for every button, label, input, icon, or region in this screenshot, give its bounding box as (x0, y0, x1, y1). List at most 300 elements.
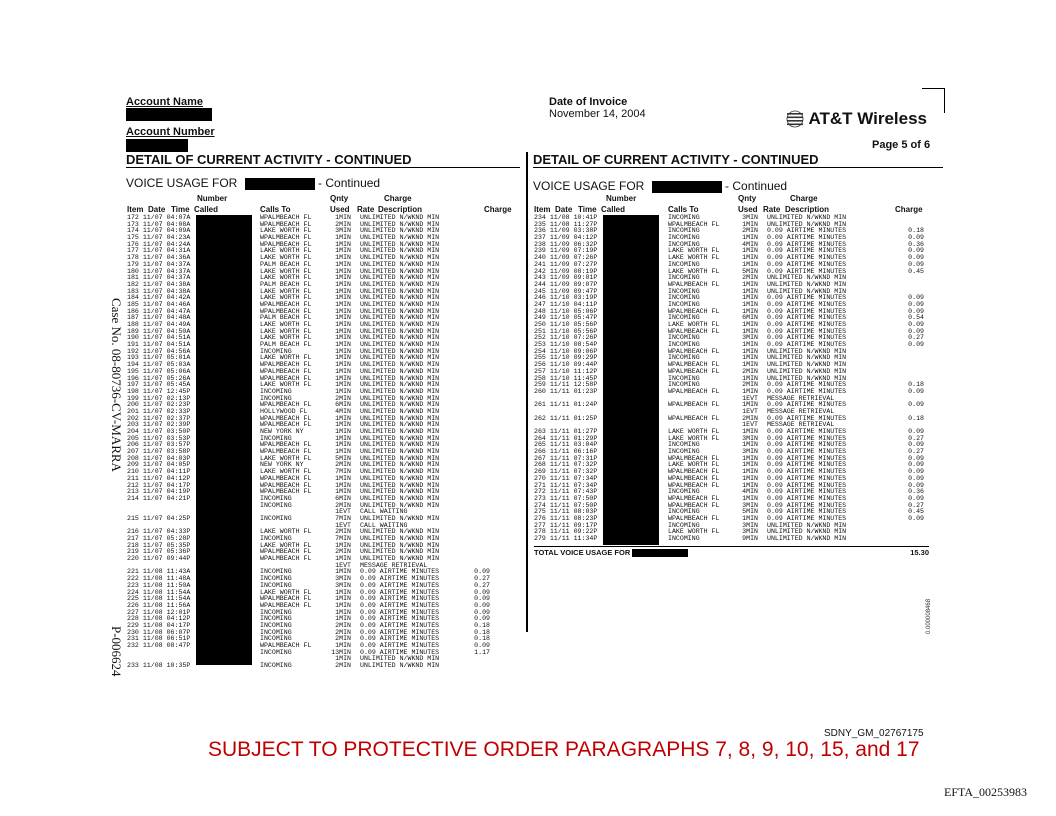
row-description: MESSAGE RETRIEVAL (360, 561, 428, 569)
row-description: UNLIMITED N/WKND MIN (360, 555, 440, 563)
row-calls-to: PALM BEACH FL (260, 314, 312, 322)
row-calls-to: INCOMING (668, 227, 700, 235)
row-qnty: 1MIN (335, 314, 351, 322)
row-item: 239 11/09 07:19P (534, 247, 598, 255)
page-number: Page 5 of 6 (872, 139, 931, 151)
row-charge: 0.09 (908, 494, 924, 502)
row-qnty: 3MIN (335, 575, 351, 583)
row-qnty: 4MIN (742, 240, 758, 248)
row-qnty: 5MIN (742, 267, 758, 275)
row-qnty: 1MIN (335, 341, 351, 349)
usage-table-left (127, 215, 517, 670)
row-description: UNLIMITED N/WKND MIN (767, 287, 847, 295)
row-calls-to: WPALMBEACH FL (260, 414, 312, 422)
row-description: UNLIMITED N/WKND MIN (360, 267, 440, 275)
row-charge: 0.09 (908, 387, 924, 395)
col-charge: Charge (484, 205, 512, 214)
voice-usage-suffix: - Continued (318, 176, 381, 190)
col-rate: Rate (763, 205, 781, 214)
row-item: 209 11/07 04:05P (127, 461, 191, 469)
row-qnty: 1MIN (742, 468, 758, 476)
row-description: UNLIMITED N/WKND MIN (360, 287, 440, 295)
row-description: 0.09 AIRTIME MINUTES (767, 508, 847, 516)
row-item: 181 11/07 04:37A (127, 274, 191, 282)
row-qnty: 1MIN (335, 568, 351, 576)
row-item: 274 11/11 07:50P (534, 501, 598, 509)
row-calls-to: LAKE WORTH FL (260, 528, 312, 536)
row-item: 277 11/11 09:17P (534, 521, 598, 529)
row-calls-to: WPALMBEACH FL (668, 494, 720, 502)
row-item: 184 11/07 04:42A (127, 294, 191, 302)
row-qnty: 1MIN (742, 387, 758, 395)
row-qnty: 2MIN (742, 381, 758, 389)
total-label: TOTAL VOICE USAGE FOR (534, 548, 631, 557)
row-description: UNLIMITED N/WKND MIN (767, 274, 847, 282)
row-charge: 0.09 (908, 254, 924, 262)
row-description: UNLIMITED N/WKND MIN (360, 454, 440, 462)
row-item: 236 11/09 03:38P (534, 227, 598, 235)
row-qnty: 3MIN (742, 521, 758, 529)
row-calls-to: LAKE WORTH FL (260, 227, 312, 235)
row-description: UNLIMITED N/WKND MIN (360, 254, 440, 262)
row-item: 249 11/10 05:47P (534, 314, 598, 322)
row-description: 0.09 AIRTIME MINUTES (767, 454, 847, 462)
row-qnty: 1MIN (742, 294, 758, 302)
row-qnty: 1MIN (335, 481, 351, 489)
row-qnty: 2MIN (742, 227, 758, 235)
row-description: 0.09 AIRTIME MINUTES (767, 387, 847, 395)
row-description: 0.09 AIRTIME MINUTES (767, 267, 847, 275)
row-qnty: 1MIN (335, 267, 351, 275)
row-calls-to: WPALMBEACH FL (260, 307, 312, 315)
row-qnty: 1MIN (335, 347, 351, 355)
row-calls-to: WPALMBEACH FL (260, 441, 312, 449)
row-qnty: 1MIN (742, 247, 758, 255)
row-description: UNLIMITED N/WKND MIN (360, 461, 440, 469)
row-charge: 0.27 (908, 501, 924, 509)
row-description: UNLIMITED N/WKND MIN (360, 535, 440, 542)
row-qnty: 1EVT (335, 521, 351, 529)
col-used: Used (330, 205, 350, 214)
row-calls-to: WPALMBEACH FL (668, 347, 720, 355)
row-description: UNLIMITED N/WKND MIN (767, 535, 847, 542)
row-item: 204 11/07 03:50P (127, 428, 191, 435)
row-item: 205 11/07 03:53P (127, 434, 191, 442)
row-item: 241 11/09 07:27P (534, 260, 598, 268)
protective-order-notice: SUBJECT TO PROTECTIVE ORDER PARAGRAPHS 7, 8, 9, 10, 15, and 17 (208, 738, 920, 761)
row-item: 265 11/11 03:04P (534, 441, 598, 449)
row-item: 177 11/07 04:31A (127, 247, 191, 255)
row-description: UNLIMITED N/WKND MIN (360, 374, 440, 382)
row-description: UNLIMITED N/WKND MIN (360, 428, 440, 435)
row-description: 0.09 AIRTIME MINUTES (767, 381, 847, 389)
row-calls-to: WPALMBEACH FL (668, 481, 720, 489)
row-description: 0.09 AIRTIME MINUTES (767, 321, 847, 328)
row-description: UNLIMITED N/WKND MIN (360, 314, 440, 322)
row-description: 0.09 AIRTIME MINUTES (767, 461, 847, 469)
row-charge: 0.36 (908, 240, 924, 248)
row-item: 222 11/08 11:48A (127, 575, 191, 583)
row-item: 197 11/07 05:45A (127, 381, 191, 389)
row-description: 0.09 AIRTIME MINUTES (767, 474, 847, 482)
row-item: 218 11/07 05:35P (127, 541, 191, 549)
row-calls-to: INCOMING (260, 501, 292, 509)
table-row (534, 416, 934, 423)
row-item: 260 11/11 01:23P (534, 387, 598, 395)
row-calls-to: WPALMBEACH FL (260, 367, 312, 375)
row-calls-to: LAKE WORTH FL (668, 254, 720, 262)
row-item: 185 11/07 04:46A (127, 300, 191, 308)
total-row (534, 546, 929, 557)
row-description: 0.09 AIRTIME MINUTES (360, 568, 440, 576)
row-description: UNLIMITED N/WKND MIN (360, 260, 440, 268)
row-calls-to: INCOMING (260, 387, 292, 395)
row-calls-to: INCOMING (668, 234, 700, 242)
row-description: 0.09 AIRTIME MINUTES (360, 642, 440, 649)
row-description: MESSAGE RETRIEVAL (767, 394, 835, 402)
row-charge: 0.09 (908, 234, 924, 242)
row-item: 192 11/07 04:56A (127, 347, 191, 355)
row-item: 261 11/11 01:24P (534, 401, 598, 409)
row-calls-to: LAKE WORTH FL (260, 588, 312, 596)
row-qnty: 1MIN (742, 260, 758, 268)
row-description: 0.09 AIRTIME MINUTES (360, 588, 440, 596)
col-description: Description (378, 205, 423, 214)
row-calls-to: LAKE WORTH FL (260, 267, 312, 275)
row-item: 200 11/07 02:23P (127, 401, 191, 409)
row-charge: 0.09 (908, 468, 924, 476)
row-qnty: 5MIN (742, 508, 758, 516)
row-qnty: 2MIN (742, 367, 758, 375)
row-qnty: 6MIN (335, 401, 351, 409)
row-description: UNLIMITED N/WKND MIN (767, 220, 847, 228)
row-qnty: 1MIN (742, 361, 758, 369)
row-qnty: 1MIN (742, 347, 758, 355)
row-qnty: 1MIN (335, 588, 351, 596)
row-charge: 0.09 (908, 428, 924, 435)
row-item: 187 11/07 04:48A (127, 314, 191, 322)
row-item: 193 11/07 05:01A (127, 354, 191, 362)
row-item: 224 11/08 11:54A (127, 588, 191, 596)
row-description: UNLIMITED N/WKND MIN (767, 354, 847, 362)
row-description: UNLIMITED N/WKND MIN (360, 468, 440, 476)
col-calls-to: Calls To (668, 205, 699, 214)
row-item: 240 11/09 07:26P (534, 254, 598, 262)
row-description: UNLIMITED N/WKND MIN (360, 354, 440, 362)
row-qnty: 1MIN (335, 294, 351, 302)
row-calls-to: NEW YORK NY (260, 461, 304, 469)
row-item: 216 11/07 04:33P (127, 528, 191, 536)
row-qnty: 2MIN (335, 220, 351, 228)
row-charge: 0.45 (908, 267, 924, 275)
row-calls-to: LAKE WORTH FL (260, 254, 312, 262)
table-row (127, 496, 517, 503)
row-description: UNLIMITED N/WKND MIN (360, 655, 440, 663)
row-qnty: 2MIN (335, 528, 351, 536)
row-item: 173 11/07 04:08A (127, 220, 191, 228)
row-item: 190 11/07 04:51A (127, 334, 191, 342)
row-calls-to: WPALMBEACH FL (260, 448, 312, 456)
table-row (127, 556, 517, 563)
row-description: 0.09 AIRTIME MINUTES (360, 608, 440, 616)
row-item: 206 11/07 03:57P (127, 441, 191, 449)
row-qnty: 1MIN (335, 488, 351, 496)
row-calls-to: WPALMBEACH FL (668, 280, 720, 288)
row-description: UNLIMITED N/WKND MIN (767, 280, 847, 288)
col-number: Number (606, 194, 637, 203)
row-item: 270 11/11 07:34P (534, 474, 598, 482)
row-description: UNLIMITED N/WKND MIN (360, 321, 440, 328)
row-item: 178 11/07 04:36A (127, 254, 191, 262)
row-item: 245 11/09 09:47P (534, 287, 598, 295)
row-item: 182 11/07 04:38A (127, 280, 191, 288)
row-item: 186 11/07 04:47A (127, 307, 191, 315)
bates-number: SDNY_GM_02767175 (824, 728, 924, 739)
row-calls-to: INCOMING (668, 441, 700, 449)
row-qnty: 4MIN (742, 488, 758, 496)
row-item: 210 11/07 04:11P (127, 468, 191, 476)
row-description: UNLIMITED N/WKND MIN (360, 448, 440, 456)
row-description: UNLIMITED N/WKND MIN (360, 334, 440, 342)
row-item: 189 11/07 04:50A (127, 327, 191, 335)
row-qnty: 1MIN (335, 234, 351, 242)
row-description: 0.09 AIRTIME MINUTES (767, 501, 847, 509)
row-calls-to: LAKE WORTH FL (260, 541, 312, 549)
row-calls-to: LAKE WORTH FL (668, 461, 720, 469)
row-charge: 0.09 (908, 454, 924, 462)
row-description: UNLIMITED N/WKND MIN (360, 387, 440, 395)
col-time: Time (578, 205, 597, 214)
row-item: 213 11/07 04:19P (127, 488, 191, 496)
row-qnty: 3MIN (335, 227, 351, 235)
row-qnty: 1MIN (742, 254, 758, 262)
col-used: Used (738, 205, 758, 214)
row-description: UNLIMITED N/WKND MIN (360, 474, 440, 482)
row-calls-to: WPALMBEACH FL (668, 514, 720, 522)
row-item: 188 11/07 04:49A (127, 321, 191, 328)
row-qnty: 1MIN (335, 300, 351, 308)
row-description: 0.09 AIRTIME MINUTES (767, 434, 847, 442)
col-date: Date (148, 205, 166, 214)
row-calls-to: WPALMBEACH FL (260, 555, 312, 563)
row-qnty: 1MIN (335, 214, 351, 221)
row-description: UNLIMITED N/WKND MIN (360, 394, 440, 402)
row-qnty: 7MIN (335, 514, 351, 522)
col-number: Number (197, 194, 228, 203)
table-row (534, 402, 934, 409)
row-calls-to: WPALMBEACH FL (260, 234, 312, 242)
row-qnty: 1MIN (742, 307, 758, 315)
row-charge: 0.18 (908, 227, 924, 235)
col-item: Item (127, 205, 144, 214)
row-description: 0.09 AIRTIME MINUTES (767, 300, 847, 308)
row-item: 271 11/11 07:34P (534, 481, 598, 489)
row-charge: 0.27 (908, 448, 924, 456)
row-calls-to: LAKE WORTH FL (260, 454, 312, 462)
row-description: UNLIMITED N/WKND MIN (767, 347, 847, 355)
row-calls-to: WPALMBEACH FL (668, 501, 720, 509)
row-calls-to: INCOMING (260, 608, 292, 616)
row-description: 0.09 AIRTIME MINUTES (767, 414, 847, 422)
row-description: UNLIMITED N/WKND MIN (360, 541, 440, 549)
row-qnty: 1MIN (335, 428, 351, 435)
row-charge: 0.09 (474, 642, 490, 649)
row-item: 201 11/07 02:33P (127, 407, 191, 415)
row-calls-to: WPALMBEACH FL (668, 307, 720, 315)
row-calls-to: LAKE WORTH FL (260, 468, 312, 476)
row-item: 179 11/07 04:37A (127, 260, 191, 268)
row-calls-to: WPALMBEACH FL (260, 601, 312, 609)
redaction-voice-number (245, 178, 315, 190)
row-item: 203 11/07 02:39P (127, 421, 191, 429)
row-description: 0.09 AIRTIME MINUTES (767, 428, 847, 435)
row-calls-to: WPALMBEACH FL (668, 220, 720, 228)
row-description: UNLIMITED N/WKND MIN (360, 501, 440, 509)
row-calls-to: INCOMING (260, 581, 292, 589)
row-charge: 0.09 (474, 588, 490, 596)
row-description: UNLIMITED N/WKND MIN (360, 662, 440, 670)
row-description: UNLIMITED N/WKND MIN (360, 300, 440, 308)
row-charge: 0.27 (908, 334, 924, 342)
section-title-right: DETAIL OF CURRENT ACTIVITY - CONTINUED (533, 152, 943, 168)
row-item: 221 11/08 11:43A (127, 568, 191, 576)
row-qnty: 6MIN (335, 494, 351, 502)
row-description: UNLIMITED N/WKND MIN (360, 414, 440, 422)
row-qnty: 1MIN (742, 494, 758, 502)
row-qnty: 1MIN (742, 300, 758, 308)
row-qnty: 1MIN (335, 260, 351, 268)
row-charge: 0.09 (474, 595, 490, 603)
row-item: 231 11/08 06:51P (127, 635, 191, 643)
table-row (127, 663, 517, 670)
row-item: 244 11/09 09:07P (534, 280, 598, 288)
col-calls-to: Calls To (260, 205, 291, 214)
row-description: 0.09 AIRTIME MINUTES (767, 494, 847, 502)
row-calls-to: INCOMING (668, 374, 700, 382)
row-calls-to: LAKE WORTH FL (260, 381, 312, 389)
col-charge: Charge (895, 205, 923, 214)
row-charge: 0.09 (474, 615, 490, 623)
row-item: 242 11/09 08:19P (534, 267, 598, 275)
row-calls-to: INCOMING (668, 294, 700, 302)
row-charge: 0.09 (908, 307, 924, 315)
row-item: 278 11/11 09:22P (534, 528, 598, 536)
row-item: 268 11/11 07:32P (534, 461, 598, 469)
row-calls-to: INCOMING (260, 494, 292, 502)
row-qnty: 1MIN (335, 381, 351, 389)
row-calls-to: WPALMBEACH FL (260, 401, 312, 409)
row-description: 0.09 AIRTIME MINUTES (360, 648, 440, 656)
row-qnty: 1MIN (742, 321, 758, 328)
row-item: 199 11/07 02:13P (127, 394, 191, 402)
table-row (127, 503, 517, 510)
row-qnty: 1MIN (335, 361, 351, 369)
row-calls-to: INCOMING (260, 615, 292, 623)
row-description: 0.09 AIRTIME MINUTES (767, 488, 847, 496)
row-qnty: 1MIN (335, 414, 351, 422)
row-description: MESSAGE RETRIEVAL (767, 407, 835, 415)
row-item: 215 11/07 04:25P (127, 514, 191, 522)
row-qnty: 1MIN (742, 374, 758, 382)
row-qnty: 3MIN (742, 434, 758, 442)
row-qnty: 1MIN (742, 280, 758, 288)
row-item: 230 11/08 06:07P (127, 628, 191, 636)
row-charge: 0.27 (908, 434, 924, 442)
row-description: UNLIMITED N/WKND MIN (767, 367, 847, 375)
row-qnty: 1MIN (335, 334, 351, 342)
row-calls-to: INCOMING (668, 354, 700, 362)
row-qnty: 1MIN (335, 327, 351, 335)
row-qnty: 1MIN (335, 474, 351, 482)
row-calls-to: LAKE WORTH FL (260, 294, 312, 302)
row-item: 174 11/07 04:09A (127, 227, 191, 235)
row-qnty: 1MIN (335, 541, 351, 549)
row-qnty: 1MIN (335, 367, 351, 375)
row-description: UNLIMITED N/WKND MIN (360, 514, 440, 522)
row-qnty: 2MIN (742, 414, 758, 422)
row-charge: 0.18 (474, 621, 490, 629)
row-description: 0.09 AIRTIME MINUTES (767, 327, 847, 335)
row-description: CALL WAITING (360, 521, 408, 529)
row-qnty: 1MIN (335, 434, 351, 442)
col-qnty: Qnty (330, 194, 349, 203)
row-description: UNLIMITED N/WKND MIN (767, 214, 847, 221)
row-calls-to: LAKE WORTH FL (668, 247, 720, 255)
voice-usage-right (533, 179, 787, 193)
row-calls-to: LAKE WORTH FL (260, 287, 312, 295)
row-item: 207 11/07 03:58P (127, 448, 191, 456)
row-description: 0.09 AIRTIME MINUTES (767, 234, 847, 242)
row-qnty: 2MIN (335, 501, 351, 509)
center-divider (526, 152, 528, 632)
row-qnty: 6MIN (742, 314, 758, 322)
table-row (127, 643, 517, 650)
col-charge-top: Charge (790, 194, 818, 203)
row-calls-to: LAKE WORTH FL (260, 327, 312, 335)
table-row (127, 516, 517, 523)
row-calls-to: WPALMBEACH FL (260, 488, 312, 496)
row-charge: 0.18 (908, 414, 924, 422)
row-calls-to: INCOMING (668, 508, 700, 516)
row-calls-to: LAKE WORTH FL (668, 321, 720, 328)
date-value: November 14, 2004 (549, 108, 646, 120)
row-charge: 0.45 (908, 508, 924, 516)
row-description: UNLIMITED N/WKND MIN (360, 220, 440, 228)
row-description: UNLIMITED N/WKND MIN (360, 367, 440, 375)
row-charge: 0.09 (908, 401, 924, 409)
row-description: UNLIMITED N/WKND MIN (360, 401, 440, 409)
row-item: 227 11/08 12:01P (127, 608, 191, 616)
row-charge: 0.09 (908, 260, 924, 268)
row-charge: 0.54 (908, 314, 924, 322)
row-description: UNLIMITED N/WKND MIN (360, 548, 440, 556)
row-qnty: 5MIN (335, 454, 351, 462)
row-item: 212 11/07 04:17P (127, 481, 191, 489)
row-item: 229 11/08 04:17P (127, 621, 191, 629)
row-item: 276 11/11 08:23P (534, 514, 598, 522)
row-item: 255 11/10 09:29P (534, 354, 598, 362)
row-description: 0.09 AIRTIME MINUTES (360, 595, 440, 603)
row-qnty: 1MIN (335, 655, 351, 663)
row-calls-to: LAKE WORTH FL (260, 247, 312, 255)
row-item: 257 11/10 11:12P (534, 367, 598, 375)
row-calls-to: LAKE WORTH FL (260, 354, 312, 362)
row-item: 180 11/07 04:37A (127, 267, 191, 275)
row-item: 253 11/10 08:54P (534, 341, 598, 349)
row-qnty: 2MIN (335, 461, 351, 469)
row-item: 198 11/07 12:45P (127, 387, 191, 395)
row-qnty: 1MIN (742, 514, 758, 522)
